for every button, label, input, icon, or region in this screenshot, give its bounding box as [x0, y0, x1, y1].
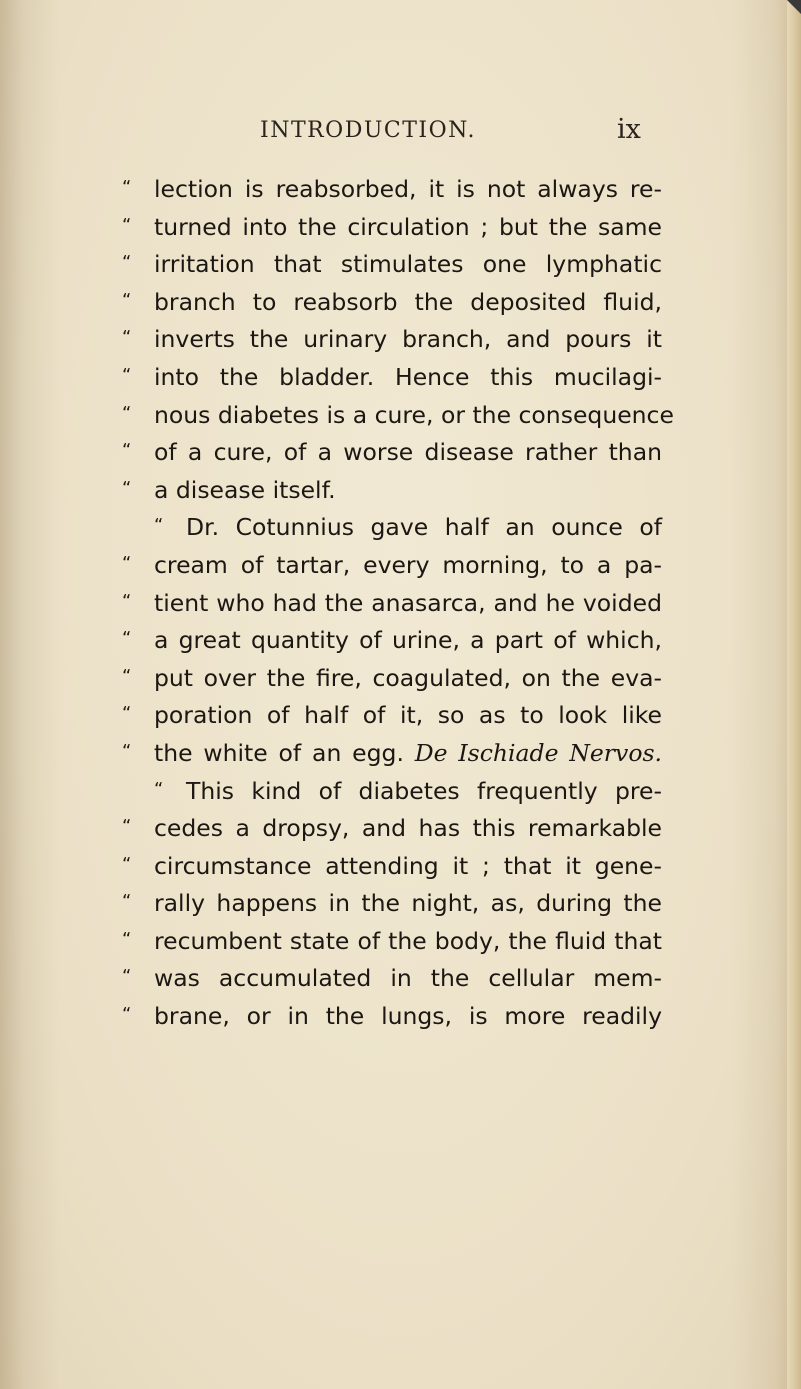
quote-mark: “: [122, 252, 132, 274]
quote-mark: “: [122, 177, 132, 198]
quote-mark: “: [122, 1004, 132, 1026]
quote-mark: “: [122, 816, 132, 838]
text-line: “ lection is reabsorbed, it is not always re-: [122, 169, 662, 207]
quote-mark: “: [122, 928, 132, 950]
quote-mark: “: [154, 778, 164, 800]
quote-mark: “: [122, 665, 132, 687]
running-head: [0, 114, 801, 158]
text-line: “ brane, or in the lungs, is more readily: [122, 996, 662, 1034]
text-line: “ branch to reabsorb the deposited fluid,: [122, 282, 662, 320]
running-title: INTRODUCTION.: [260, 118, 476, 143]
body-text: [122, 169, 674, 1034]
quote-mark: “: [122, 590, 132, 612]
quote-mark: “: [122, 327, 132, 349]
text-line: [122, 733, 662, 771]
quote-mark: “: [122, 853, 132, 875]
quote-mark: “: [122, 402, 132, 424]
text-line: “ Dr. Cotunnius gave half an ounce of: [122, 507, 662, 545]
text-line: “ recumbent state of the body, the fluid that: [122, 921, 662, 959]
quote-mark: “: [122, 891, 132, 913]
text-line: “ rally happens in the night, as, during the: [122, 883, 662, 921]
text-line: “ cream of tartar, every morning, to a pa-: [122, 545, 662, 583]
line-text: the white of an egg.: [154, 738, 404, 767]
text-line: “ inverts the urinary branch, and pours it: [122, 319, 662, 357]
quote-mark: “: [122, 966, 132, 988]
citation: De Ischiade Nervos.: [414, 738, 662, 767]
text-line: “ a great quantity of urine, a part of which,: [122, 620, 662, 658]
text-line: “ poration of half of it, so as to look like: [122, 695, 662, 733]
text-line: “ tient who had the anasarca, and he voided: [122, 583, 662, 621]
text-line: “ was accumulated in the cellular mem-: [122, 958, 662, 996]
quote-mark: “: [122, 214, 132, 236]
quote-mark: “: [122, 552, 132, 574]
quote-mark: “: [154, 515, 164, 537]
page-number: ix: [617, 114, 641, 145]
quote-mark: “: [122, 289, 132, 311]
quote-mark: “: [122, 703, 132, 725]
text-line: “ nous diabetes is a cure, or the consequence: [122, 395, 662, 433]
text-line: “ irritation that stimulates one lymphatic: [122, 244, 662, 282]
text-line: “ turned into the circulation ; but the same: [122, 207, 662, 245]
text-line: “ of a cure, of a worse disease rather than: [122, 432, 662, 470]
text-line: “ a disease itself.: [122, 470, 662, 508]
quote-mark: “: [122, 477, 132, 499]
text-line: “ cedes a dropsy, and has this remarkable: [122, 808, 662, 846]
quote-mark: “: [122, 740, 132, 762]
text-line: “ This kind of diabetes frequently pre-: [122, 771, 662, 809]
corner-fold: [787, 0, 801, 14]
quote-mark: “: [122, 628, 132, 650]
quote-mark: “: [122, 364, 132, 386]
page-edge: [787, 0, 801, 1389]
text-line: “ into the bladder. Hence this mucilagi-: [122, 357, 662, 395]
text-line: “ circumstance attending it ; that it gene-: [122, 846, 662, 884]
quote-mark: “: [122, 440, 132, 462]
text-line: “ put over the fire, coagulated, on the eva-: [122, 658, 662, 696]
